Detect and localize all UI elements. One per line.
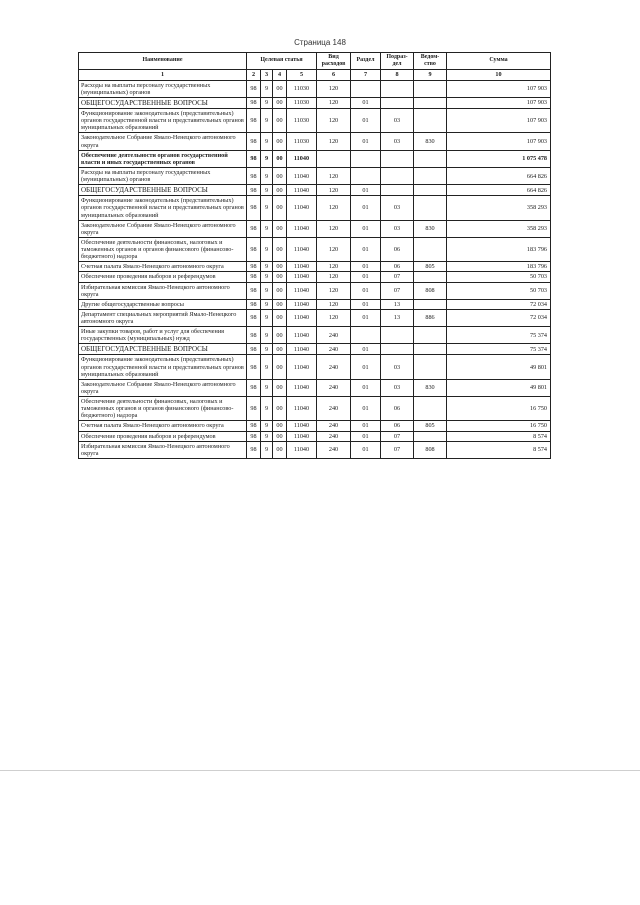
code-cell: 98: [247, 109, 261, 133]
podrazdel-cell: 03: [381, 379, 414, 396]
index-cell: 10: [447, 69, 551, 80]
row-name-cell: Обеспечение деятельности финансовых, налоговых и таможенных органов и органов финансового (финансово-бюджетного) надзора: [79, 237, 247, 261]
razdel-cell: 01: [351, 421, 381, 431]
code-cell: 98: [247, 272, 261, 282]
razdel-cell: [351, 167, 381, 184]
sum-cell: 1 075 478: [447, 150, 551, 167]
podrazdel-cell: 06: [381, 421, 414, 431]
razdel-cell: 01: [351, 355, 381, 379]
table-row: [79, 282, 551, 299]
sum-cell: 183 796: [447, 262, 551, 272]
code-cell: 11040: [287, 421, 317, 431]
code-cell: 00: [273, 421, 287, 431]
razdel-cell: 01: [351, 282, 381, 299]
code-cell: 11040: [287, 237, 317, 261]
vedomstvo-cell: [414, 80, 447, 97]
vid-cell: 240: [317, 421, 351, 431]
code-cell: 98: [247, 196, 261, 220]
code-cell: 11040: [287, 150, 317, 167]
vid-cell: 120: [317, 133, 351, 150]
row-name-cell: Обеспечение деятельности финансовых, налоговых и таможенных органов и органов финансового (финансово-бюджетного) надзора: [79, 397, 247, 421]
sum-cell: 664 826: [447, 185, 551, 196]
podrazdel-cell: 07: [381, 272, 414, 282]
code-cell: 11030: [287, 109, 317, 133]
index-cell: 3: [261, 69, 273, 80]
row-name-cell: Обеспечение проведения выборов и референдумов: [79, 431, 247, 441]
table-row: [79, 379, 551, 396]
code-cell: 98: [247, 80, 261, 97]
vedomstvo-cell: 805: [414, 421, 447, 431]
code-cell: 11030: [287, 80, 317, 97]
table-row: [79, 196, 551, 220]
razdel-cell: 01: [351, 309, 381, 326]
vid-cell: 120: [317, 237, 351, 261]
code-cell: 98: [247, 299, 261, 309]
code-cell: 11040: [287, 344, 317, 355]
page-number-label: Страница 148: [294, 38, 346, 47]
index-cell: 6: [317, 69, 351, 80]
code-cell: 11040: [287, 327, 317, 344]
code-cell: 11040: [287, 167, 317, 184]
row-name-cell: Иные закупки товаров, работ и услуг для обеспечения государственных (муниципальных) нужд: [79, 327, 247, 344]
code-cell: 00: [273, 379, 287, 396]
sum-cell: 183 796: [447, 237, 551, 261]
row-name-cell: ОБЩЕГОСУДАРСТВЕННЫЕ ВОПРОСЫ: [79, 185, 247, 196]
code-cell: 98: [247, 441, 261, 458]
code-cell: 9: [261, 379, 273, 396]
razdel-cell: 01: [351, 379, 381, 396]
sum-cell: 664 826: [447, 167, 551, 184]
razdel-cell: 01: [351, 397, 381, 421]
code-cell: 98: [247, 379, 261, 396]
code-cell: 00: [273, 80, 287, 97]
code-cell: 00: [273, 282, 287, 299]
sum-cell: 16 750: [447, 397, 551, 421]
razdel-cell: [351, 150, 381, 167]
code-cell: 9: [261, 80, 273, 97]
vid-cell: 120: [317, 80, 351, 97]
code-cell: 9: [261, 441, 273, 458]
sum-cell: 49 801: [447, 379, 551, 396]
podrazdel-cell: 03: [381, 109, 414, 133]
razdel-cell: 01: [351, 272, 381, 282]
code-cell: 11040: [287, 441, 317, 458]
code-cell: 98: [247, 98, 261, 109]
code-cell: 98: [247, 133, 261, 150]
row-name-cell: Обеспечение деятельности органов государственной власти и иных государственных органов: [79, 150, 247, 167]
sum-cell: 107 903: [447, 98, 551, 109]
header-vid: Вид расходов: [317, 53, 351, 70]
table-header-row: [79, 53, 551, 70]
header-vedomstvo: Ведом-ство: [414, 53, 447, 70]
vedomstvo-cell: 808: [414, 282, 447, 299]
razdel-cell: 01: [351, 262, 381, 272]
code-cell: 9: [261, 272, 273, 282]
vedomstvo-cell: [414, 196, 447, 220]
vedomstvo-cell: [414, 431, 447, 441]
table-row: [79, 133, 551, 150]
podrazdel-cell: 03: [381, 355, 414, 379]
table-row: [79, 237, 551, 261]
podrazdel-cell: [381, 167, 414, 184]
code-cell: 9: [261, 237, 273, 261]
code-cell: 98: [247, 431, 261, 441]
code-cell: 11040: [287, 299, 317, 309]
sum-cell: 50 703: [447, 282, 551, 299]
code-cell: 00: [273, 220, 287, 237]
column-index-row: [79, 69, 551, 80]
header-podrazdel: Подраз-дел: [381, 53, 414, 70]
index-cell: 1: [79, 69, 247, 80]
row-name-cell: Законодательное Собрание Ямало-Ненецкого автономного округа: [79, 133, 247, 150]
sum-cell: 72 034: [447, 309, 551, 326]
vedomstvo-cell: 830: [414, 379, 447, 396]
code-cell: 11040: [287, 272, 317, 282]
sum-cell: 75 374: [447, 327, 551, 344]
table-row: [79, 431, 551, 441]
vedomstvo-cell: 830: [414, 133, 447, 150]
vedomstvo-cell: [414, 397, 447, 421]
header-name: Наименование: [79, 53, 247, 70]
code-cell: 00: [273, 441, 287, 458]
razdel-cell: 01: [351, 98, 381, 109]
table-row: [79, 220, 551, 237]
code-cell: 9: [261, 133, 273, 150]
sum-cell: 75 374: [447, 344, 551, 355]
code-cell: 98: [247, 397, 261, 421]
table-row: [79, 98, 551, 109]
header-target: Целевая статья: [247, 53, 317, 70]
code-cell: 00: [273, 299, 287, 309]
vid-cell: 240: [317, 397, 351, 421]
vid-cell: 240: [317, 441, 351, 458]
sum-cell: 50 703: [447, 272, 551, 282]
code-cell: 9: [261, 196, 273, 220]
podrazdel-cell: 13: [381, 309, 414, 326]
podrazdel-cell: [381, 150, 414, 167]
code-cell: 00: [273, 237, 287, 261]
podrazdel-cell: 07: [381, 431, 414, 441]
vid-cell: 120: [317, 299, 351, 309]
table-body: [79, 80, 551, 458]
vedomstvo-cell: 886: [414, 309, 447, 326]
vedomstvo-cell: 805: [414, 262, 447, 272]
code-cell: 11040: [287, 397, 317, 421]
vid-cell: 120: [317, 272, 351, 282]
code-cell: 98: [247, 220, 261, 237]
vid-cell: 120: [317, 282, 351, 299]
code-cell: 11040: [287, 431, 317, 441]
table-row: [79, 80, 551, 97]
razdel-cell: [351, 327, 381, 344]
code-cell: 98: [247, 421, 261, 431]
vedomstvo-cell: 830: [414, 220, 447, 237]
index-cell: 8: [381, 69, 414, 80]
row-name-cell: Функционирование законодательных (представительных) органов государственной власти и представительных органов муниципальных образований: [79, 355, 247, 379]
vid-cell: 120: [317, 196, 351, 220]
vedomstvo-cell: [414, 185, 447, 196]
code-cell: 00: [273, 431, 287, 441]
code-cell: 11040: [287, 262, 317, 272]
vedomstvo-cell: [414, 167, 447, 184]
table-row: [79, 441, 551, 458]
code-cell: 9: [261, 299, 273, 309]
podrazdel-cell: 03: [381, 196, 414, 220]
code-cell: 00: [273, 309, 287, 326]
row-name-cell: Законодательное Собрание Ямало-Ненецкого автономного округа: [79, 220, 247, 237]
row-name-cell: Другие общегосударственные вопросы: [79, 299, 247, 309]
table-row: [79, 421, 551, 431]
table-row: [79, 109, 551, 133]
vid-cell: 240: [317, 355, 351, 379]
code-cell: 11040: [287, 220, 317, 237]
sum-cell: 72 034: [447, 299, 551, 309]
code-cell: 9: [261, 431, 273, 441]
sum-cell: 107 903: [447, 109, 551, 133]
code-cell: 9: [261, 220, 273, 237]
vid-cell: 120: [317, 98, 351, 109]
header-summa: Сумма: [447, 53, 551, 70]
vid-cell: 240: [317, 344, 351, 355]
vid-cell: [317, 150, 351, 167]
code-cell: 11040: [287, 185, 317, 196]
code-cell: 00: [273, 272, 287, 282]
sum-cell: 8 574: [447, 441, 551, 458]
table-row: [79, 272, 551, 282]
code-cell: 11030: [287, 98, 317, 109]
sum-cell: 107 903: [447, 80, 551, 97]
podrazdel-cell: 06: [381, 397, 414, 421]
table-row: [79, 397, 551, 421]
razdel-cell: 01: [351, 109, 381, 133]
vedomstvo-cell: [414, 272, 447, 282]
vid-cell: 240: [317, 379, 351, 396]
vid-cell: 120: [317, 185, 351, 196]
table-row: [79, 185, 551, 196]
code-cell: 11040: [287, 309, 317, 326]
code-cell: 11030: [287, 133, 317, 150]
code-cell: 98: [247, 309, 261, 326]
index-cell: 9: [414, 69, 447, 80]
vedomstvo-cell: [414, 299, 447, 309]
table-row: [79, 167, 551, 184]
code-cell: 00: [273, 133, 287, 150]
sum-cell: 358 293: [447, 196, 551, 220]
podrazdel-cell: 06: [381, 237, 414, 261]
index-cell: 5: [287, 69, 317, 80]
razdel-cell: 01: [351, 196, 381, 220]
vedomstvo-cell: [414, 327, 447, 344]
vid-cell: 240: [317, 431, 351, 441]
vid-cell: 120: [317, 262, 351, 272]
code-cell: 98: [247, 262, 261, 272]
razdel-cell: [351, 80, 381, 97]
sum-cell: 358 293: [447, 220, 551, 237]
index-cell: 7: [351, 69, 381, 80]
code-cell: 9: [261, 397, 273, 421]
code-cell: 98: [247, 355, 261, 379]
sum-cell: 107 903: [447, 133, 551, 150]
table-row: [79, 355, 551, 379]
code-cell: 9: [261, 262, 273, 272]
table-row: [79, 327, 551, 344]
row-name-cell: Функционирование законодательных (представительных) органов государственной власти и представительных органов муниципальных образований: [79, 109, 247, 133]
vedomstvo-cell: [414, 344, 447, 355]
vedomstvo-cell: [414, 98, 447, 109]
header-razdel: Раздел: [351, 53, 381, 70]
vedomstvo-cell: [414, 150, 447, 167]
table-row: [79, 150, 551, 167]
code-cell: 9: [261, 185, 273, 196]
code-cell: 00: [273, 150, 287, 167]
code-cell: 11040: [287, 379, 317, 396]
razdel-cell: 01: [351, 431, 381, 441]
table-row: [79, 344, 551, 355]
row-name-cell: Счетная палата Ямало-Ненецкого автономного округа: [79, 421, 247, 431]
code-cell: 11040: [287, 355, 317, 379]
code-cell: 00: [273, 98, 287, 109]
code-cell: 9: [261, 109, 273, 133]
code-cell: 98: [247, 167, 261, 184]
row-name-cell: Счетная палата Ямало-Ненецкого автономного округа: [79, 262, 247, 272]
code-cell: 00: [273, 167, 287, 184]
sum-cell: 8 574: [447, 431, 551, 441]
code-cell: 98: [247, 185, 261, 196]
vedomstvo-cell: [414, 237, 447, 261]
vid-cell: 120: [317, 109, 351, 133]
code-cell: 00: [273, 109, 287, 133]
code-cell: 9: [261, 282, 273, 299]
code-cell: 00: [273, 185, 287, 196]
podrazdel-cell: [381, 185, 414, 196]
index-cell: 4: [273, 69, 287, 80]
vid-cell: 120: [317, 167, 351, 184]
code-cell: 00: [273, 397, 287, 421]
code-cell: 9: [261, 309, 273, 326]
code-cell: 9: [261, 355, 273, 379]
row-name-cell: ОБЩЕГОСУДАРСТВЕННЫЕ ВОПРОСЫ: [79, 344, 247, 355]
row-name-cell: Расходы на выплаты персоналу государственных (муниципальных) органов: [79, 167, 247, 184]
vedomstvo-cell: 808: [414, 441, 447, 458]
table-row: [79, 299, 551, 309]
table-row: [79, 309, 551, 326]
row-name-cell: Департамент специальных мероприятий Ямало-Ненецкого автономного округа: [79, 309, 247, 326]
code-cell: 11040: [287, 196, 317, 220]
vid-cell: 120: [317, 309, 351, 326]
row-name-cell: Избирательная комиссия Ямало-Ненецкого автономного округа: [79, 282, 247, 299]
podrazdel-cell: 06: [381, 262, 414, 272]
code-cell: 9: [261, 344, 273, 355]
code-cell: 00: [273, 327, 287, 344]
podrazdel-cell: [381, 98, 414, 109]
razdel-cell: 01: [351, 185, 381, 196]
podrazdel-cell: 07: [381, 441, 414, 458]
budget-table: [78, 52, 551, 459]
podrazdel-cell: [381, 80, 414, 97]
razdel-cell: 01: [351, 299, 381, 309]
code-cell: 98: [247, 344, 261, 355]
code-cell: 98: [247, 150, 261, 167]
vid-cell: 120: [317, 220, 351, 237]
code-cell: 00: [273, 262, 287, 272]
code-cell: 00: [273, 344, 287, 355]
vedomstvo-cell: [414, 109, 447, 133]
code-cell: 98: [247, 327, 261, 344]
code-cell: 00: [273, 355, 287, 379]
row-name-cell: Функционирование законодательных (представительных) органов государственной власти и представительных органов муниципальных образований: [79, 196, 247, 220]
row-name-cell: Законодательное Собрание Ямало-Ненецкого автономного округа: [79, 379, 247, 396]
sum-cell: 16 750: [447, 421, 551, 431]
razdel-cell: 01: [351, 237, 381, 261]
podrazdel-cell: 13: [381, 299, 414, 309]
razdel-cell: 01: [351, 220, 381, 237]
index-cell: 2: [247, 69, 261, 80]
razdel-cell: 01: [351, 344, 381, 355]
vedomstvo-cell: [414, 355, 447, 379]
code-cell: 9: [261, 98, 273, 109]
razdel-cell: 01: [351, 441, 381, 458]
code-cell: 9: [261, 150, 273, 167]
code-cell: 11040: [287, 282, 317, 299]
code-cell: 9: [261, 421, 273, 431]
sum-cell: 49 801: [447, 355, 551, 379]
razdel-cell: 01: [351, 133, 381, 150]
row-name-cell: Избирательная комиссия Ямало-Ненецкого автономного округа: [79, 441, 247, 458]
code-cell: 9: [261, 327, 273, 344]
podrazdel-cell: [381, 344, 414, 355]
podrazdel-cell: 07: [381, 282, 414, 299]
code-cell: 00: [273, 196, 287, 220]
podrazdel-cell: 03: [381, 133, 414, 150]
vid-cell: 240: [317, 327, 351, 344]
row-name-cell: Обеспечение проведения выборов и референдумов: [79, 272, 247, 282]
podrazdel-cell: [381, 327, 414, 344]
code-cell: 98: [247, 282, 261, 299]
row-name-cell: ОБЩЕГОСУДАРСТВЕННЫЕ ВОПРОСЫ: [79, 98, 247, 109]
row-name-cell: Расходы на выплаты персоналу государственных (муниципальных) органов: [79, 80, 247, 97]
table-row: [79, 262, 551, 272]
code-cell: 98: [247, 237, 261, 261]
podrazdel-cell: 03: [381, 220, 414, 237]
code-cell: 9: [261, 167, 273, 184]
